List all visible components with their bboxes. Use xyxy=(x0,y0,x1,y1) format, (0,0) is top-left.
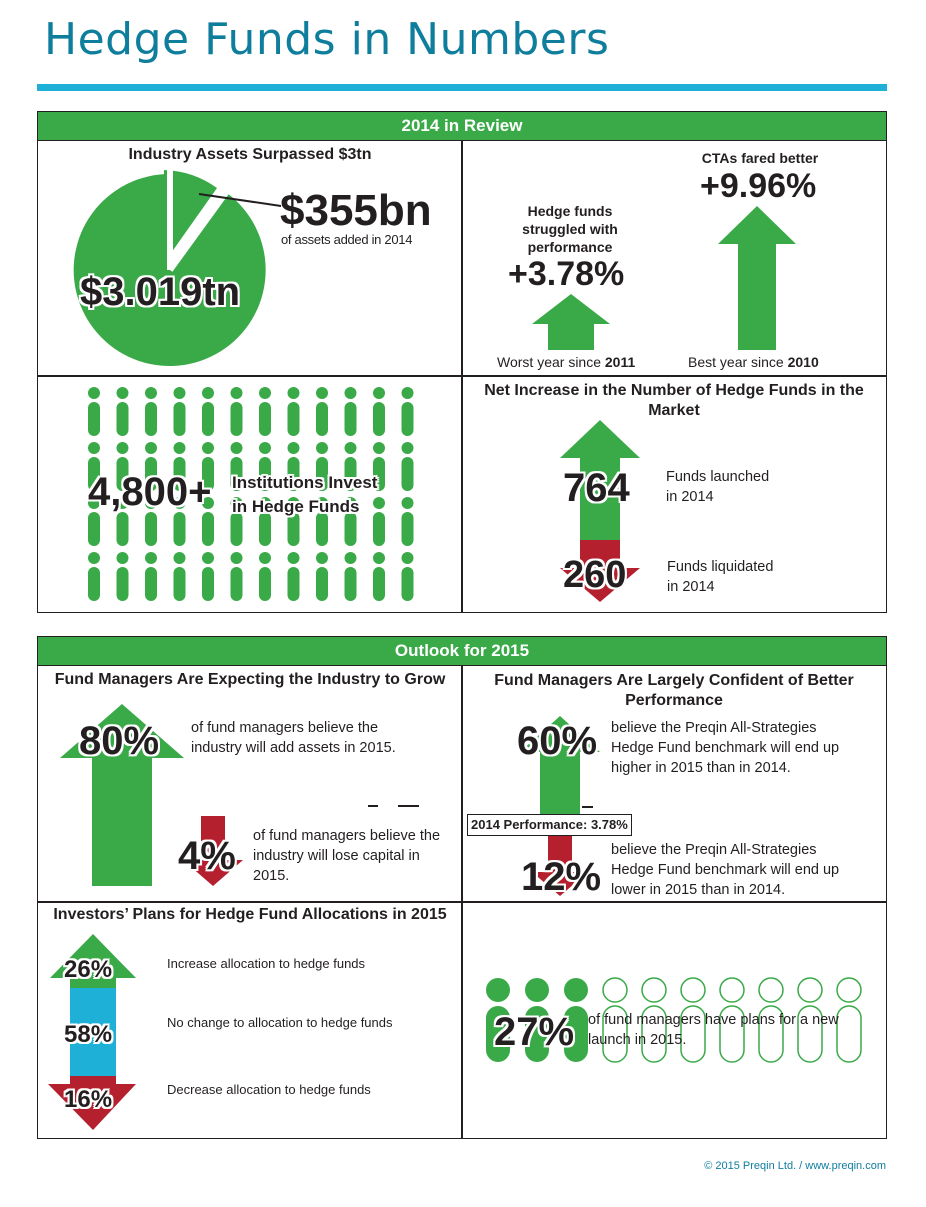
person-figure-body xyxy=(88,567,100,601)
person-figure-body xyxy=(402,457,414,491)
liquidated-line1: Funds liquidated xyxy=(667,559,774,575)
person-figure-head xyxy=(345,442,357,454)
person-figure-body xyxy=(174,512,186,546)
assets-added-value: $355bn xyxy=(280,186,432,235)
person-figure-body xyxy=(259,402,271,436)
confident-down-text: believe the Preqin All-Strategies Hedge Fund benchmark will end up lower in 2015 than in 2014. xyxy=(611,842,840,898)
nochange-text: No change to allocation to hedge funds xyxy=(167,1015,393,1030)
person-figure-head xyxy=(288,442,300,454)
person-figure-body xyxy=(316,567,328,601)
grow-down-text: of fund managers believe the industry will lose capital in 2015. xyxy=(253,828,441,884)
person-figure-head xyxy=(174,442,186,454)
review-divider-vertical xyxy=(461,141,463,612)
person-figure-head xyxy=(316,442,328,454)
outlook-divider-horizontal xyxy=(38,901,886,903)
institutions-line1: Institutions Invest xyxy=(232,473,378,492)
person-figure-body xyxy=(202,402,214,436)
cta-up-arrow xyxy=(718,206,796,350)
grow-up-value: 80% xyxy=(79,719,160,763)
person-filled-head xyxy=(486,978,510,1002)
hf-caption xyxy=(497,354,635,370)
person-figure-head xyxy=(231,387,243,399)
assets-heading: Industry Assets Surpassed $3tn xyxy=(128,146,372,163)
person-figure-head xyxy=(402,497,414,509)
title-rule xyxy=(37,84,887,91)
person-figure-head xyxy=(145,442,157,454)
person-outline-head xyxy=(681,978,705,1002)
hf-heading: Hedge funds struggled with performance xyxy=(522,203,618,255)
person-figure-body xyxy=(402,567,414,601)
person-figure-body xyxy=(345,402,357,436)
assets-total-value: $3.019tn xyxy=(80,270,241,314)
outlook-band: Outlook for 2015 xyxy=(38,637,886,666)
cta-caption xyxy=(688,354,819,370)
hf-value: +3.78% xyxy=(508,255,625,293)
person-figure-head xyxy=(88,552,100,564)
person-figure-body xyxy=(373,402,385,436)
person-figure-head xyxy=(259,387,271,399)
person-figure-head xyxy=(373,387,385,399)
institutions-value: 4,800+ xyxy=(88,470,212,514)
person-filled-head xyxy=(525,978,549,1002)
person-figure-head xyxy=(402,552,414,564)
person-figure-body xyxy=(117,402,129,436)
person-figure-head xyxy=(316,387,328,399)
person-outline-head xyxy=(837,978,861,1002)
increase-text: Increase allocation to hedge funds xyxy=(167,956,366,971)
launched-line1: Funds launched xyxy=(666,469,770,485)
person-figure-head xyxy=(288,552,300,564)
cta-caption-year: 2010 xyxy=(787,354,819,370)
person-figure-head xyxy=(202,387,214,399)
person-figure-head xyxy=(88,442,100,454)
person-figure-head xyxy=(259,552,271,564)
launch-text: of fund managers have plans for a new launch in 2015. xyxy=(588,1012,839,1048)
cta-heading: CTAs fared better xyxy=(701,150,819,166)
person-figure-body xyxy=(88,402,100,436)
person-figure-body xyxy=(259,512,271,546)
person-figure-body xyxy=(373,512,385,546)
person-figure-head xyxy=(117,387,129,399)
hf-caption-year: 2011 xyxy=(604,354,636,370)
performance-marker-box: 2014 Performance: 3.78% xyxy=(467,814,632,836)
person-figure-head xyxy=(402,387,414,399)
hf-caption-prefix: Worst year since xyxy=(497,354,601,370)
person-outline-head xyxy=(720,978,744,1002)
person-figure-body xyxy=(231,402,243,436)
person-figure-head xyxy=(345,387,357,399)
decrease-value: 16% xyxy=(64,1086,113,1113)
person-figure-head xyxy=(145,387,157,399)
nochange-value: 58% xyxy=(64,1021,113,1048)
person-outline-head xyxy=(798,978,822,1002)
decrease-text: Decrease allocation to hedge funds xyxy=(167,1082,371,1097)
person-outline-head xyxy=(642,978,666,1002)
person-outline-head xyxy=(603,978,627,1002)
person-outline-head xyxy=(759,978,783,1002)
person-figure-head xyxy=(117,552,129,564)
person-figure-head xyxy=(231,552,243,564)
launched-value: 764 xyxy=(563,466,630,510)
person-figure-head xyxy=(373,497,385,509)
liquidated-line2: in 2014 xyxy=(667,579,715,595)
person-figure-head xyxy=(88,387,100,399)
launch-value: 27% xyxy=(494,1010,575,1054)
person-figure-body xyxy=(145,567,157,601)
hf-up-arrow xyxy=(532,294,610,350)
person-figure-body xyxy=(174,567,186,601)
review-band: 2014 in Review xyxy=(38,112,886,141)
person-figure-body xyxy=(117,567,129,601)
cta-caption-prefix: Best year since xyxy=(688,354,784,370)
net-increase-heading: Net Increase in the Number of Hedge Funds in the Market xyxy=(484,382,864,419)
person-figure-body xyxy=(402,512,414,546)
person-figure-head xyxy=(174,552,186,564)
person-figure-body xyxy=(145,512,157,546)
person-figure-head xyxy=(202,442,214,454)
person-figure-body xyxy=(288,512,300,546)
grow-tick-marks xyxy=(368,805,420,807)
grow-up-text: of fund managers believe the industry will add assets in 2015. xyxy=(191,720,396,756)
person-figure-body xyxy=(316,402,328,436)
person-figure-body xyxy=(288,402,300,436)
person-figure-head xyxy=(145,552,157,564)
person-figure-body xyxy=(231,512,243,546)
person-figure-body xyxy=(117,512,129,546)
confident-down-value: 12% xyxy=(521,855,602,899)
person-figure-head xyxy=(288,387,300,399)
person-figure-head xyxy=(231,442,243,454)
liquidated-value: 260 xyxy=(563,554,627,596)
person-figure-head xyxy=(174,387,186,399)
assets-leader-line xyxy=(195,188,285,212)
person-figure-body xyxy=(345,567,357,601)
grow-heading: Fund Managers Are Expecting the Industry to Grow xyxy=(54,671,446,688)
review-divider-horizontal xyxy=(38,375,886,377)
person-figure-body xyxy=(402,402,414,436)
person-figure-body xyxy=(288,567,300,601)
person-figure-head xyxy=(402,442,414,454)
decrease-stem xyxy=(70,1076,116,1084)
launched-line2: in 2014 xyxy=(666,489,714,505)
person-figure-body xyxy=(316,512,328,546)
person-figure-body xyxy=(174,402,186,436)
person-figure-body xyxy=(259,567,271,601)
person-figure-head xyxy=(202,552,214,564)
page-title: Hedge Funds in Numbers xyxy=(44,14,610,65)
institutions-line2: in Hedge Funds xyxy=(232,497,360,516)
increase-value: 26% xyxy=(64,956,113,983)
allocations-heading: Investors’ Plans for Hedge Fund Allocations in 2015 xyxy=(53,906,447,923)
confident-up-value: 60% xyxy=(517,719,598,763)
person-figure-body xyxy=(145,402,157,436)
assets-added-caption: of assets added in 2014 xyxy=(281,232,413,247)
person-figure-head xyxy=(373,442,385,454)
person-figure-head xyxy=(373,552,385,564)
person-figure-body xyxy=(373,567,385,601)
person-figure-body xyxy=(202,567,214,601)
person-figure-body xyxy=(202,512,214,546)
person-figure-head xyxy=(345,552,357,564)
cta-value: +9.96% xyxy=(700,167,817,205)
person-figure-head xyxy=(117,442,129,454)
person-figure-body xyxy=(231,567,243,601)
confident-tick-mark xyxy=(582,806,593,808)
person-figure-body xyxy=(88,512,100,546)
confident-up-text: believe the Preqin All-Strategies Hedge Fund benchmark will end up higher in 2015 than in 2014. xyxy=(611,720,840,776)
person-filled-head xyxy=(564,978,588,1002)
confident-heading: Fund Managers Are Largely Confident of Better Performance xyxy=(494,672,854,709)
footer-credit: © 2015 Preqin Ltd. / www.preqin.com xyxy=(704,1160,886,1172)
person-figure-head xyxy=(259,442,271,454)
person-figure-body xyxy=(345,512,357,546)
grow-down-value: 4% xyxy=(178,834,236,878)
person-figure-head xyxy=(316,552,328,564)
